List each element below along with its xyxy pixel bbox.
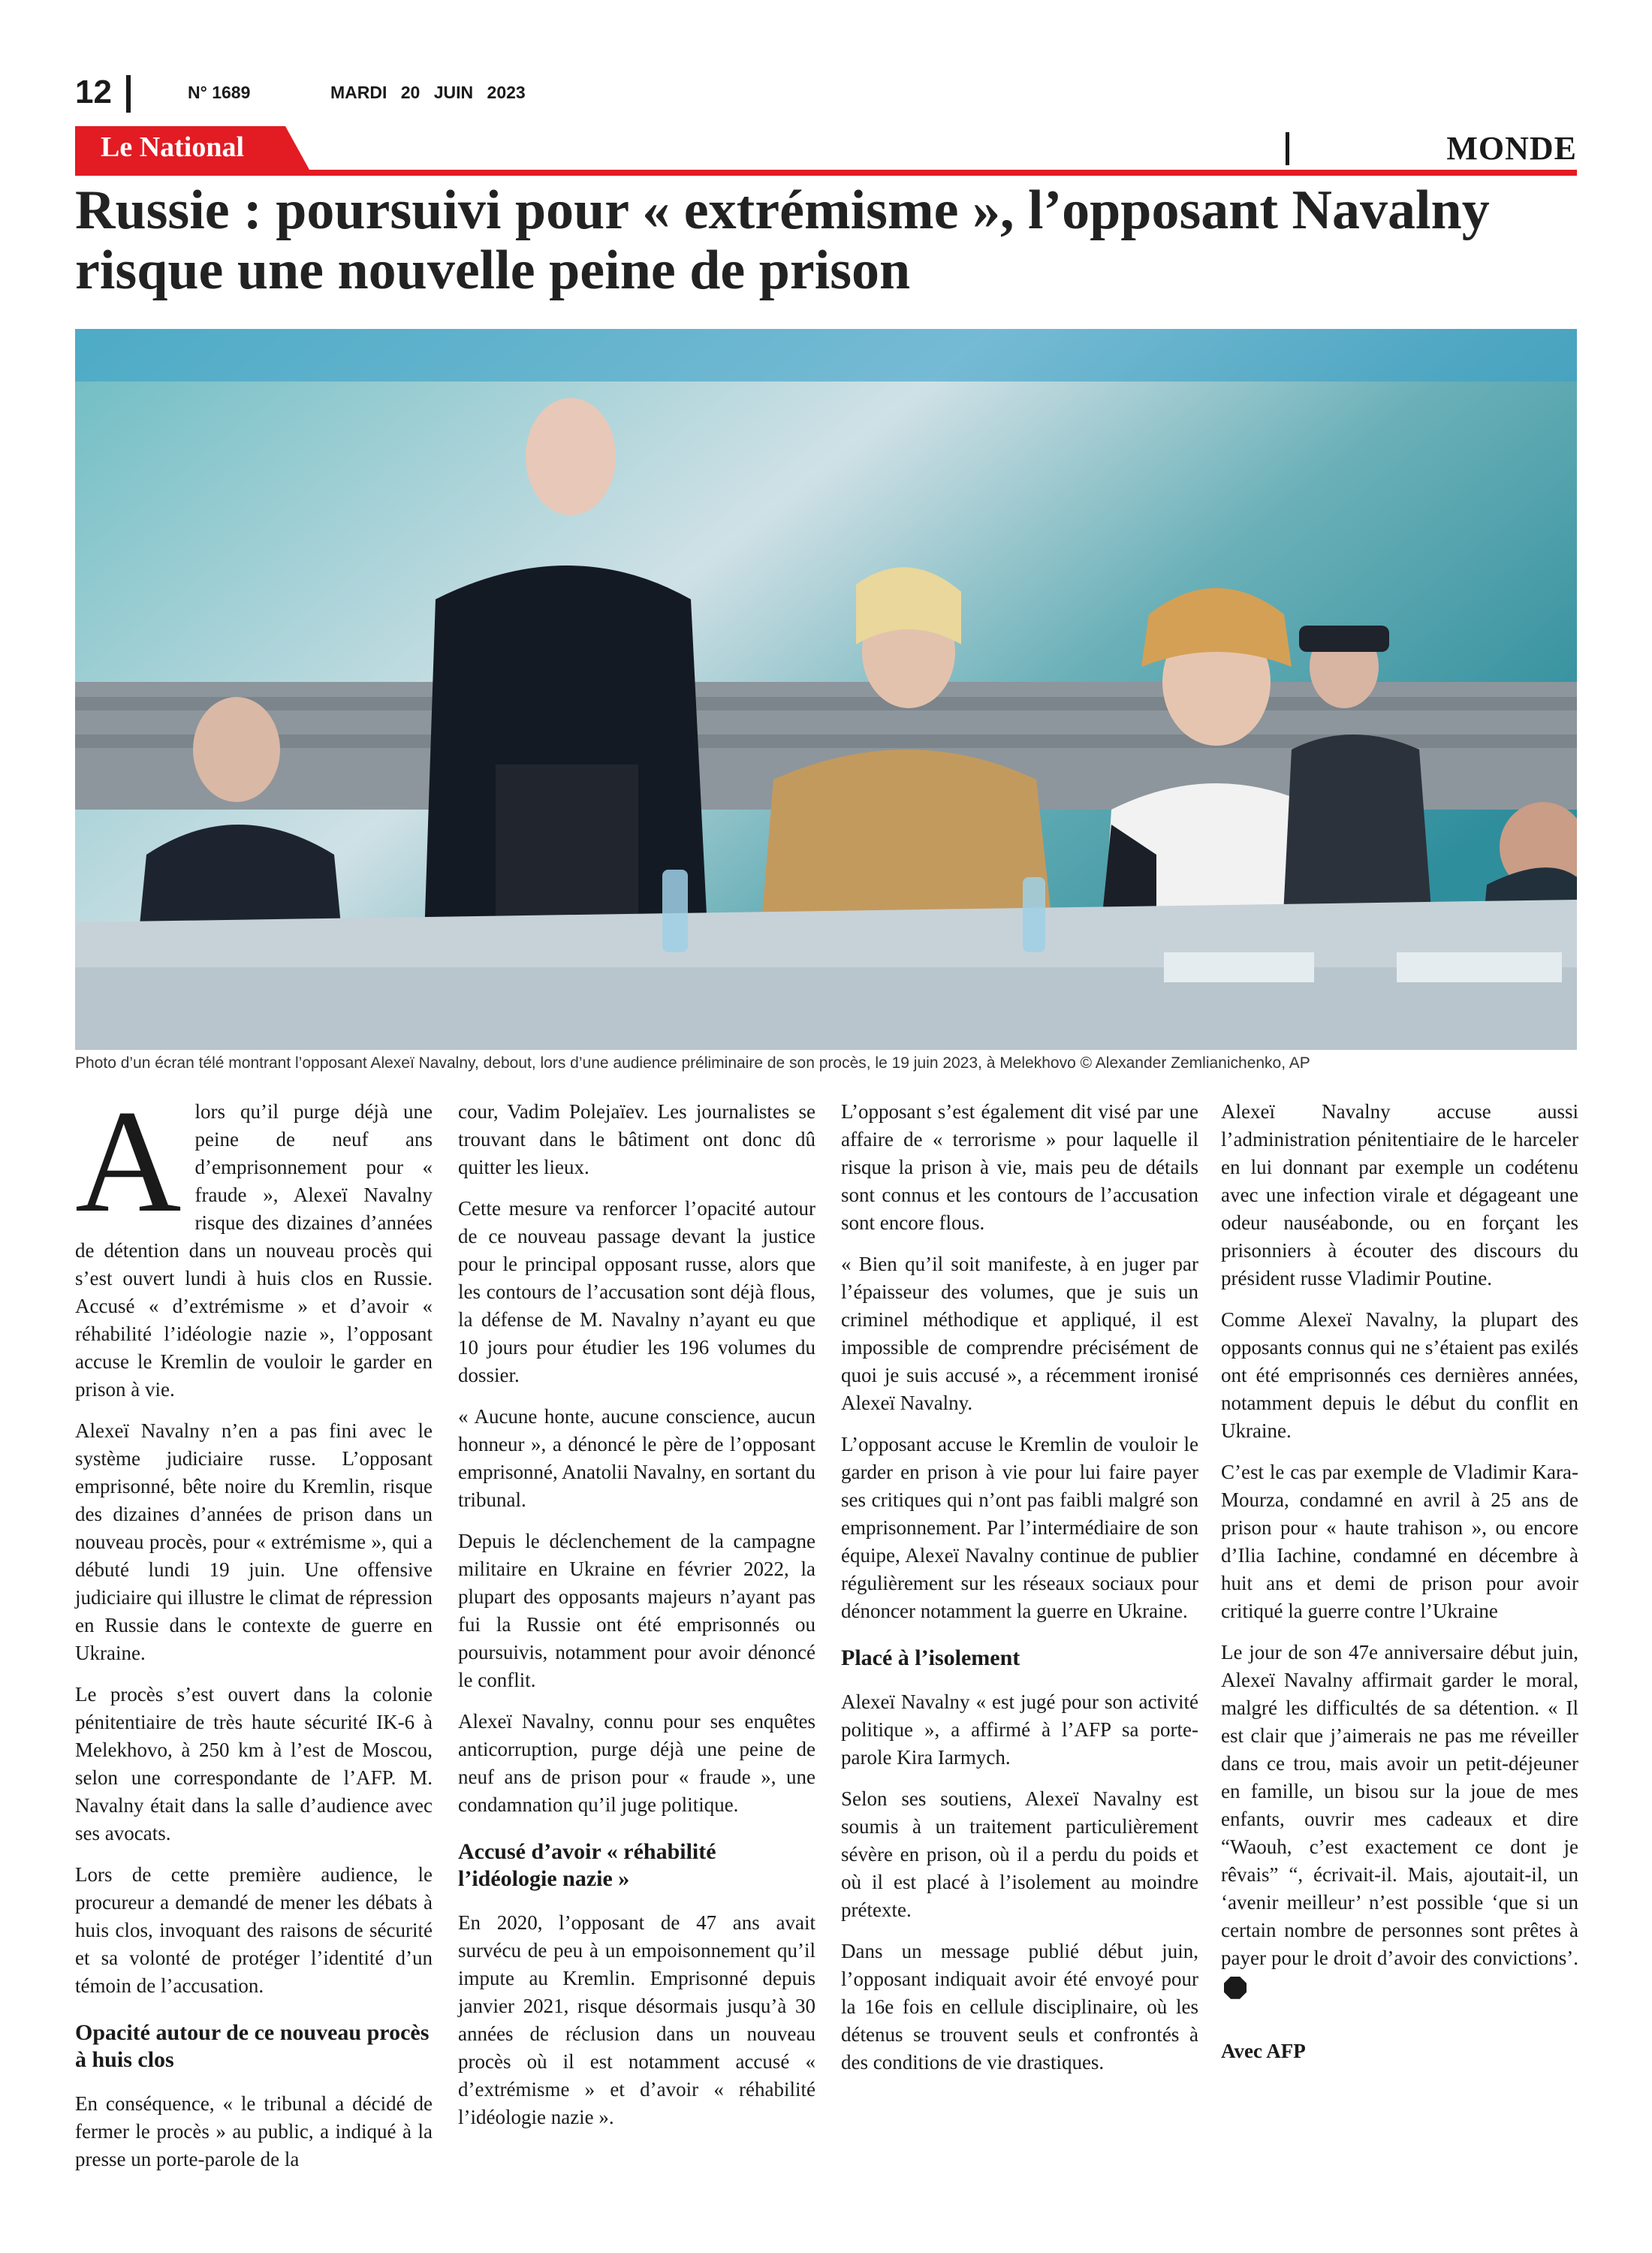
- paragraph: cour, Vadim Polejaïev. Les journalistes se trouvant dans le bâtiment ont donc dû quitter les lieux.: [458, 1100, 815, 1178]
- subheading: Accusé d’avoir « réhabilité l’idéologie nazie »: [458, 1839, 716, 1891]
- paragraph: Lors de cette première audience, le procureur a demandé de mener les débats à huis clos, invoquant des raisons de sécurité et sa volonté de protéger l’identité d’un témoin de l’accusation.: [75, 1863, 433, 1997]
- paragraph: « Aucune honte, aucune conscience, aucun honneur », a dénoncé le père de l’opposant emprisonné, Anatolii Navalny, en sortant du tribunal.: [458, 1405, 815, 1511]
- paragraph: C’est le cas par exemple de Vladimir Kara-Mourza, condamné en avril à 25 ans de prison pour « haute trahison », ou encore d’Ilia Iachine, condamné en décembre à huit ans et demi de prison pour avoir critiqué la guerre contre l’Ukraine: [1221, 1461, 1578, 1622]
- article-column-3: [841, 1098, 1198, 2090]
- paragraph: En conséquence, « le tribunal a décidé de fermer le procès » au public, a indiqué à la presse un porte-parole de la: [75, 2092, 433, 2170]
- section-divider: [1286, 132, 1289, 165]
- brand-logo-text: Le National: [101, 131, 245, 163]
- subheading: Opacité autour de ce nouveau procès à huis clos: [75, 2020, 430, 2072]
- paragraph: Comme Alexeï Navalny, la plupart des opposants connus qui ne s’étaient pas exilés ont été emprisonnés ces dernières années, notamment depuis le début du conflit en Ukraine.: [1221, 1308, 1578, 1442]
- subheading: Placé à l’isolement: [841, 1645, 1020, 1670]
- paragraph: Selon ses soutiens, Alexeï Navalny est soumis à un traitement particulièrement sévère en prison, où il a perdu du poids et où il est placé à l’isolement au moindre prétexte.: [841, 1787, 1198, 1921]
- photo-caption: Photo d’un écran télé montrant l’opposant Alexeï Navalny, debout, lors d’une audience préliminaire de son procès, le 19 juin 2023, à Melekhovo © Alexander Zemlianichenko, AP: [75, 1054, 1310, 1072]
- paragraph: En 2020, l’opposant de 47 ans avait survécu de peu à un empoisonnement qu’il impute au Kremlin. Emprisonné depuis janvier 2021, risque désormais jusqu’à 30 années de réclusion dans un nouveau procès où il est notamment accusé « d’extrémisme » et d’avoir « réhabilité l’idéologie nazie ».: [458, 1911, 815, 2128]
- page-number: 12: [75, 74, 112, 110]
- paragraph: L’opposant accuse le Kremlin de vouloir le garder en prison à vie pour lui faire payer ses critiques qui n’ont pas faibli malgré son emprisonnement. Par l’intermédiaire de son équipe, Alexeï Navalny continue de publier régulièrement sur les réseaux sociaux pour dénoncer notamment la guerre en Ukraine.: [841, 1433, 1198, 1622]
- paragraph-text: lors qu’il purge déjà une peine de neuf ans d’emprisonnement pour « fraude », Alexeï Navalny risque des dizaines d’années de détention dans un nouveau procès qui s’est ouvert lundi à huis clos en Russie. Accusé « d’extrémisme » et d’avoir « réhabilité l’idéologie nazie », l’opposant accuse le Kremlin de vouloir le garder en prison à vie.: [75, 1100, 433, 1401]
- lead-paragraph: [75, 1080, 433, 1404]
- article-column-1: [75, 1080, 433, 2187]
- paragraph: Alexeï Navalny n’en a pas fini avec le système judiciaire russe. L’opposant emprisonné, bête noire du Kremlin, risque des dizaines d’années de prison dans un nouveau procès, pour « extrémisme », qui a débuté lundi 19 juin. Une offensive judiciaire qui illustre le climat de répression en Russie dans le contexte de guerre en Ukraine.: [75, 1419, 433, 1664]
- paragraph: Alexeï Navalny « est jugé pour son activité politique », a affirmé à l’AFP sa porte-parole Kira Iarmych.: [841, 1691, 1198, 1769]
- paragraph: L’opposant s’est également dit visé par une affaire de « terrorisme » pour laquelle il risque la prison à vie, mais peu de détails sont connus et les contours de l’accusation sont encore flous.: [841, 1100, 1198, 1234]
- paragraph: Dans un message publié début juin, l’opposant indiquait avoir été envoyé pour la 16e fois en cellule disciplinaire, où les détenus se trouvent seuls et confrontés à des conditions de vie drastiques.: [841, 1940, 1198, 2074]
- article-headline: Russie : poursuivi pour « extrémisme », l’opposant Navalny risque une nouvelle peine de prison: [75, 179, 1490, 301]
- paragraph-text: Le jour de son 47e anniversaire début juin, Alexeï Navalny affirmait garder le moral, malgré les difficultés de sa détention. « Il est clair que j’aimerais ne pas me réveiller dans ce trou, mais avoir un petit-déjeuner en famille, un bisou sur la joue de mes enfants, ouvrir mes cadeaux et dire “Waouh, c’est exactement ce dont je rêvais” “, écrivait-il. Mais, ajoutait-il, un ‘avenir meilleur’ n’est possible ‘que si un certain nombre de personnes sont prêtes à payer pour le droit d’avoir des convictions’.: [1221, 1641, 1578, 1969]
- issue-number: N° 1689: [188, 83, 251, 102]
- article-column-2: [458, 1098, 815, 2145]
- drop-cap: A: [75, 1080, 182, 1243]
- article-signature: Avec AFP: [1221, 2040, 1306, 2062]
- issue-date: MARDI 20 JUIN 2023: [330, 83, 526, 102]
- section-name: MONDE: [1446, 130, 1577, 167]
- closing-paragraph: [1221, 1639, 1578, 2000]
- end-of-article-icon: [1224, 1977, 1247, 1999]
- paragraph: Alexeï Navalny, connu pour ses enquêtes anticorruption, purge déjà une peine de neuf ans de prison pour « fraude », une condamnation qu’il juge politique.: [458, 1710, 815, 1816]
- paragraph: Cette mesure va renforcer l’opacité autour de ce nouveau passage devant la justice pour le principal opposant russe, alors que les contours de l’accusation sont déjà flous, la défense de M. Navalny n’ayant eu que 10 jours pour étudier les 196 volumes du dossier.: [458, 1197, 815, 1386]
- section-rule: [75, 170, 1577, 176]
- section-bar: [75, 126, 1577, 176]
- paragraph: Le procès s’est ouvert dans la colonie pénitentiaire de très haute sécurité IK-6 à Melekhovo, à 250 km à l’est de Moscou, selon une correspondante de l’AFP. M. Navalny était dans la salle d’audience avec ses avocats.: [75, 1683, 433, 1844]
- page-number-divider: [126, 75, 131, 113]
- paragraph: Alexeï Navalny accuse aussi l’administration pénitentiaire de le harceler en lui donnant par exemple un codétenu avec une infection virale et dégageant une odeur nauséabonde, ou en forçant les prisonniers à écouter des discours du président russe Vladimir Poutine.: [1221, 1100, 1578, 1289]
- masthead: [75, 72, 1577, 117]
- paragraph: Depuis le déclenchement de la campagne militaire en Ukraine en février 2022, la plupart des opposants majeurs n’ayant pas fui la Russie ont été emprisonnés ou poursuivis, notamment pour avoir dénoncé le conflit.: [458, 1530, 815, 1691]
- article-photo: [75, 329, 1577, 1050]
- article-column-4: [1221, 1098, 1578, 2079]
- paragraph: « Bien qu’il soit manifeste, à en juger par l’épaisseur des volumes, que je suis un criminel méthodique et appliqué, il est impossible de comprendre précisément de quoi je suis accusé », a récemment ironisé Alexeï Navalny.: [841, 1253, 1198, 1414]
